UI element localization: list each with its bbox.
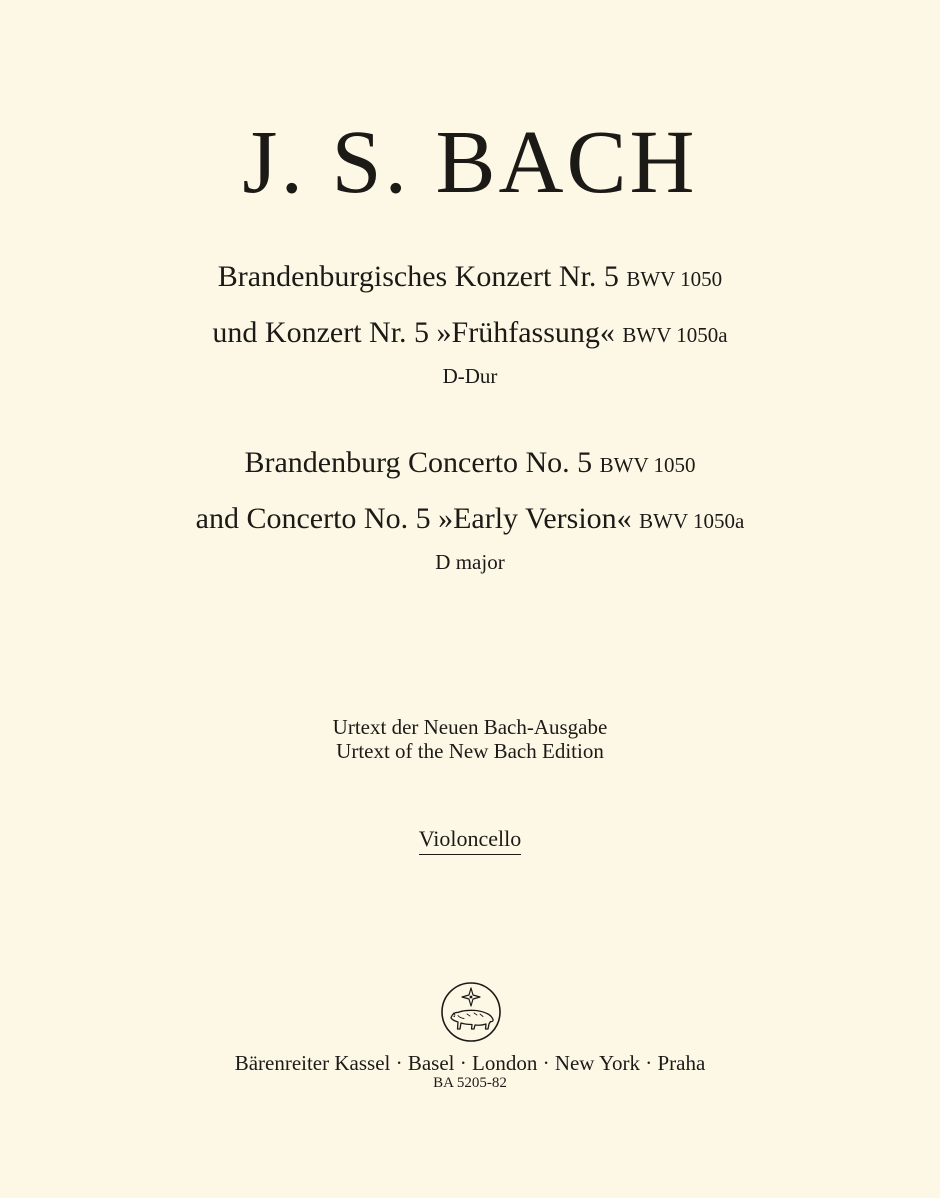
german-title-1-text: Brandenburgisches Konzert Nr. 5 (217, 260, 619, 293)
german-title-line-2 (0, 314, 940, 354)
german-title-line-1 (0, 258, 940, 298)
english-title-line-2 (0, 500, 940, 540)
baerenreiter-logo-icon (440, 981, 502, 1043)
english-title-2-text: and Concerto No. 5 »Early Version« (195, 502, 632, 535)
instrument-name: Violoncello (419, 825, 522, 855)
catalog-number: BA 5205-82 (433, 1075, 507, 1091)
german-title-1-bwv: BWV 1050 (626, 267, 723, 291)
instrument-label (0, 825, 940, 855)
english-title-line-1 (0, 444, 940, 484)
german-key: D-Dur (442, 364, 498, 388)
composer-name: J. S. BACH (242, 113, 698, 212)
german-title-2-text: und Konzert Nr. 5 »Frühfassung« (212, 316, 615, 349)
english-key: D major (435, 550, 505, 574)
urtext-german: Urtext der Neuen Bach-Ausgabe (332, 715, 608, 739)
publisher-line: Bärenreiter Kassel · Basel · London · New York · Praha (234, 1051, 706, 1075)
german-title-2-bwv: BWV 1050a (622, 323, 728, 347)
urtext-english: Urtext of the New Bach Edition (336, 739, 604, 763)
english-title-2-bwv: BWV 1050a (639, 509, 745, 533)
english-title-1-text: Brandenburg Concerto No. 5 (244, 446, 593, 479)
english-title-1-bwv: BWV 1050 (599, 453, 696, 477)
